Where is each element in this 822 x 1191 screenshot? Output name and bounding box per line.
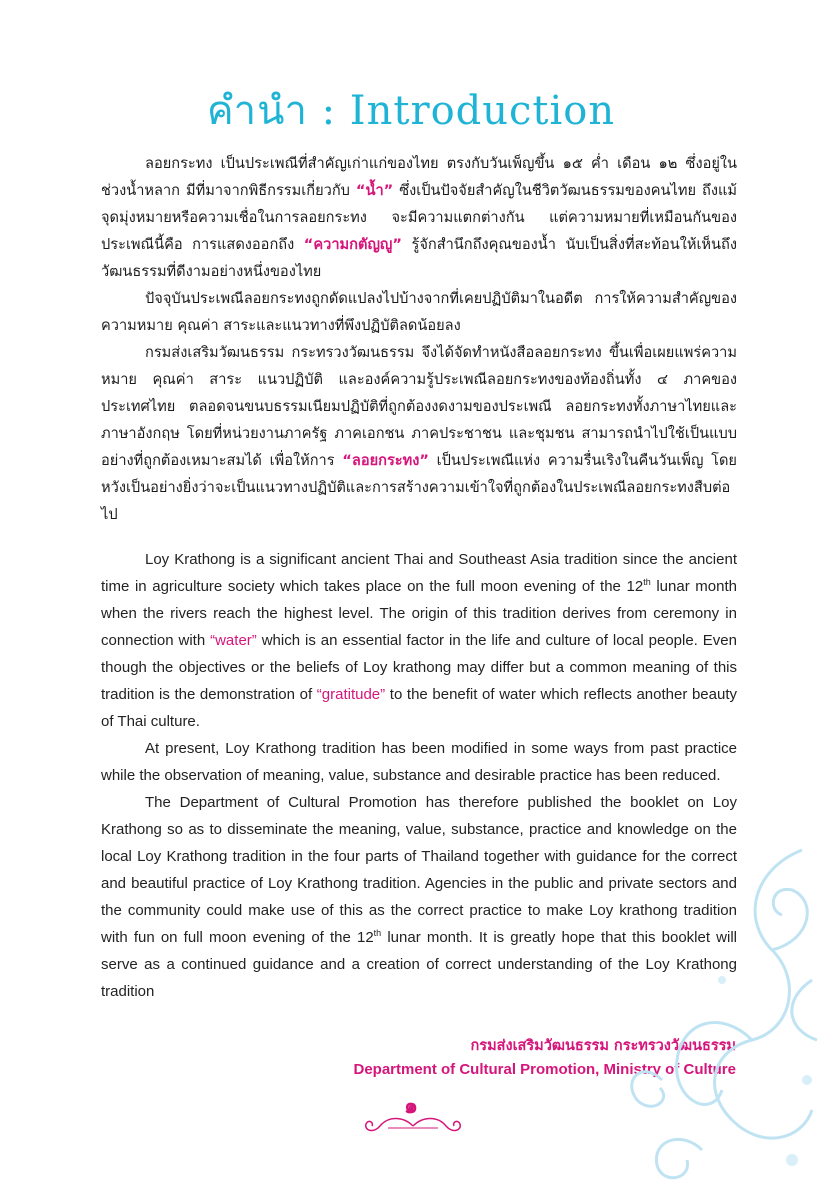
highlight-gratitude-thai: “ความกตัญญู” (303, 236, 402, 253)
signature-english: Department of Cultural Promotion, Ministry of Culture (353, 1061, 736, 1078)
english-text: lunar month when the rivers reach the highest level. The origin of this tradition derives from ceremony in connection with (101, 578, 737, 649)
thai-text: รู้จักสำนึกถึงคุณของน้ำ นับเป็นสิ่งที่สะท้อนให้เห็นถึงวัฒนธรรมที่ดีงามอย่างหนึ่งของไทย (101, 236, 737, 280)
english-text: The Department of Cultural Promotion has therefore published the booklet on Loy Krathong so as to disseminate the meaning, value, substance, practice and knowledge on the local Loy Krathong tradition in the four parts of Thailand together with guidance for the correct and beautiful practice of Loy Krathong tradition. Agencies in the public and private sectors and the community could make use of this as the correct practice to make Loy krathong tradition with fun on full moon evening of the 12 (101, 794, 737, 946)
thai-paragraph-2: ปัจจุบันประเพณีลอยกระทงถูกดัดแปลงไปบ้างจากที่เคยปฏิบัติมาในอดีต การให้ความสำคัญของความหมาย คุณค่า สาระและแนวทางที่พึงปฏิบัติลดน้อยลง (101, 290, 737, 334)
highlight-gratitude: “gratitude” (316, 686, 386, 703)
highlight-loy-krathong-thai: “ลอยกระทง” (342, 452, 429, 469)
signature-thai: กรมส่งเสริมวัฒนธรรม กระทรวงวัฒนธรรม (470, 1038, 736, 1054)
highlight-water: “water” (210, 632, 257, 649)
english-text: which is an essential factor in the life and culture of local people. Even though the objectives or the beliefs of Loy krathong may differ but a common meaning of this tradition is the demonstration of (101, 632, 737, 703)
flourish-ornament-icon (358, 1114, 468, 1138)
english-text: Loy Krathong is a significant ancient Thai and Southeast Asia tradition since the ancient time in agriculture society which takes place on the full moon evening of the 12 (101, 551, 737, 595)
highlight-water-thai: “น้ำ” (355, 182, 394, 199)
thai-text: ซึ่งเป็นปัจจัยสำคัญในชีวิตวัฒนธรรมของคนไทย ถึงแม้จุดมุ่งหมายหรือความเชื่อในการลอยกระทง จะมีความแตกต่างกัน แต่ความหมายที่เหมือนกันของประเพณีนี้คือ การแสดงออกถึง (101, 182, 737, 253)
english-paragraph-1 (101, 546, 737, 735)
thai-text: ลอยกระทง เป็นประเพณีที่สำคัญเก่าแก่ของไทย ตรงกับวันเพ็ญขึ้น ๑๕ ค่ำ เดือน ๑๒ ซึ่งอยู่ในช่วงน้ำหลาก มีที่มาจากพิธีกรรมเกี่ยวกับ (101, 155, 737, 199)
english-text: lunar month. It is greatly hope that this booklet will serve as a continued guidance and a creation of correct understanding of the Loy Krathong tradition (101, 929, 737, 1000)
english-text: to the benefit of water which reflects another beauty of Thai culture. (101, 686, 738, 730)
ordinal-suffix: th (643, 577, 651, 587)
thai-text: เป็นประเพณีแห่ง ความรื่นเริงในคืนวันเพ็ญ โดยหวังเป็นอย่างยิ่งว่าจะเป็นแนวทางปฏิบัติและการสร้างความเข้าใจที่ถูกต้องในประเพณีลอยกระทงสืบต่อไป (101, 452, 737, 523)
page-title: คำนำ : Introduction (206, 88, 616, 134)
ordinal-suffix: th (373, 928, 382, 938)
english-paragraph-2: At present, Loy Krathong tradition has been modified in some ways from past practice while the observation of meaning, value, substance and desirable practice has been reduced. (101, 740, 737, 784)
thai-paragraph-1 (101, 150, 737, 285)
thai-text: กรมส่งเสริมวัฒนธรรม กระทรวงวัฒนธรรม จึงได้จัดทำหนังสือลอยกระทง ขึ้นเพื่อเผยแพร่ความหมาย คุณค่า สาระ แนวปฏิบัติ และองค์ความรู้ประเพณีลอยกระทงของท้องถิ่นทั้ง ๔ ภาคของประเทศไทย ตลอดจนขนบธรรมเนียมปฏิบัติที่ถูกต้องงดงามของประเพณี ลอยกระทงทั้งภาษาไทยและภาษาอังกฤษ โดยที่หน่วยงานภาครัฐ ภาคเอกชน ภาคประชาชน และชุมชน สามารถนำไปใช้เป็นแบบอย่างที่ถูกต้องเหมาะสมได้ เพื่อให้การ (101, 344, 737, 469)
decorative-swirl-icon (602, 830, 822, 1191)
page-number: ๑ (404, 1094, 418, 1119)
thai-paragraph-3 (101, 339, 737, 528)
thai-introduction (101, 150, 737, 528)
